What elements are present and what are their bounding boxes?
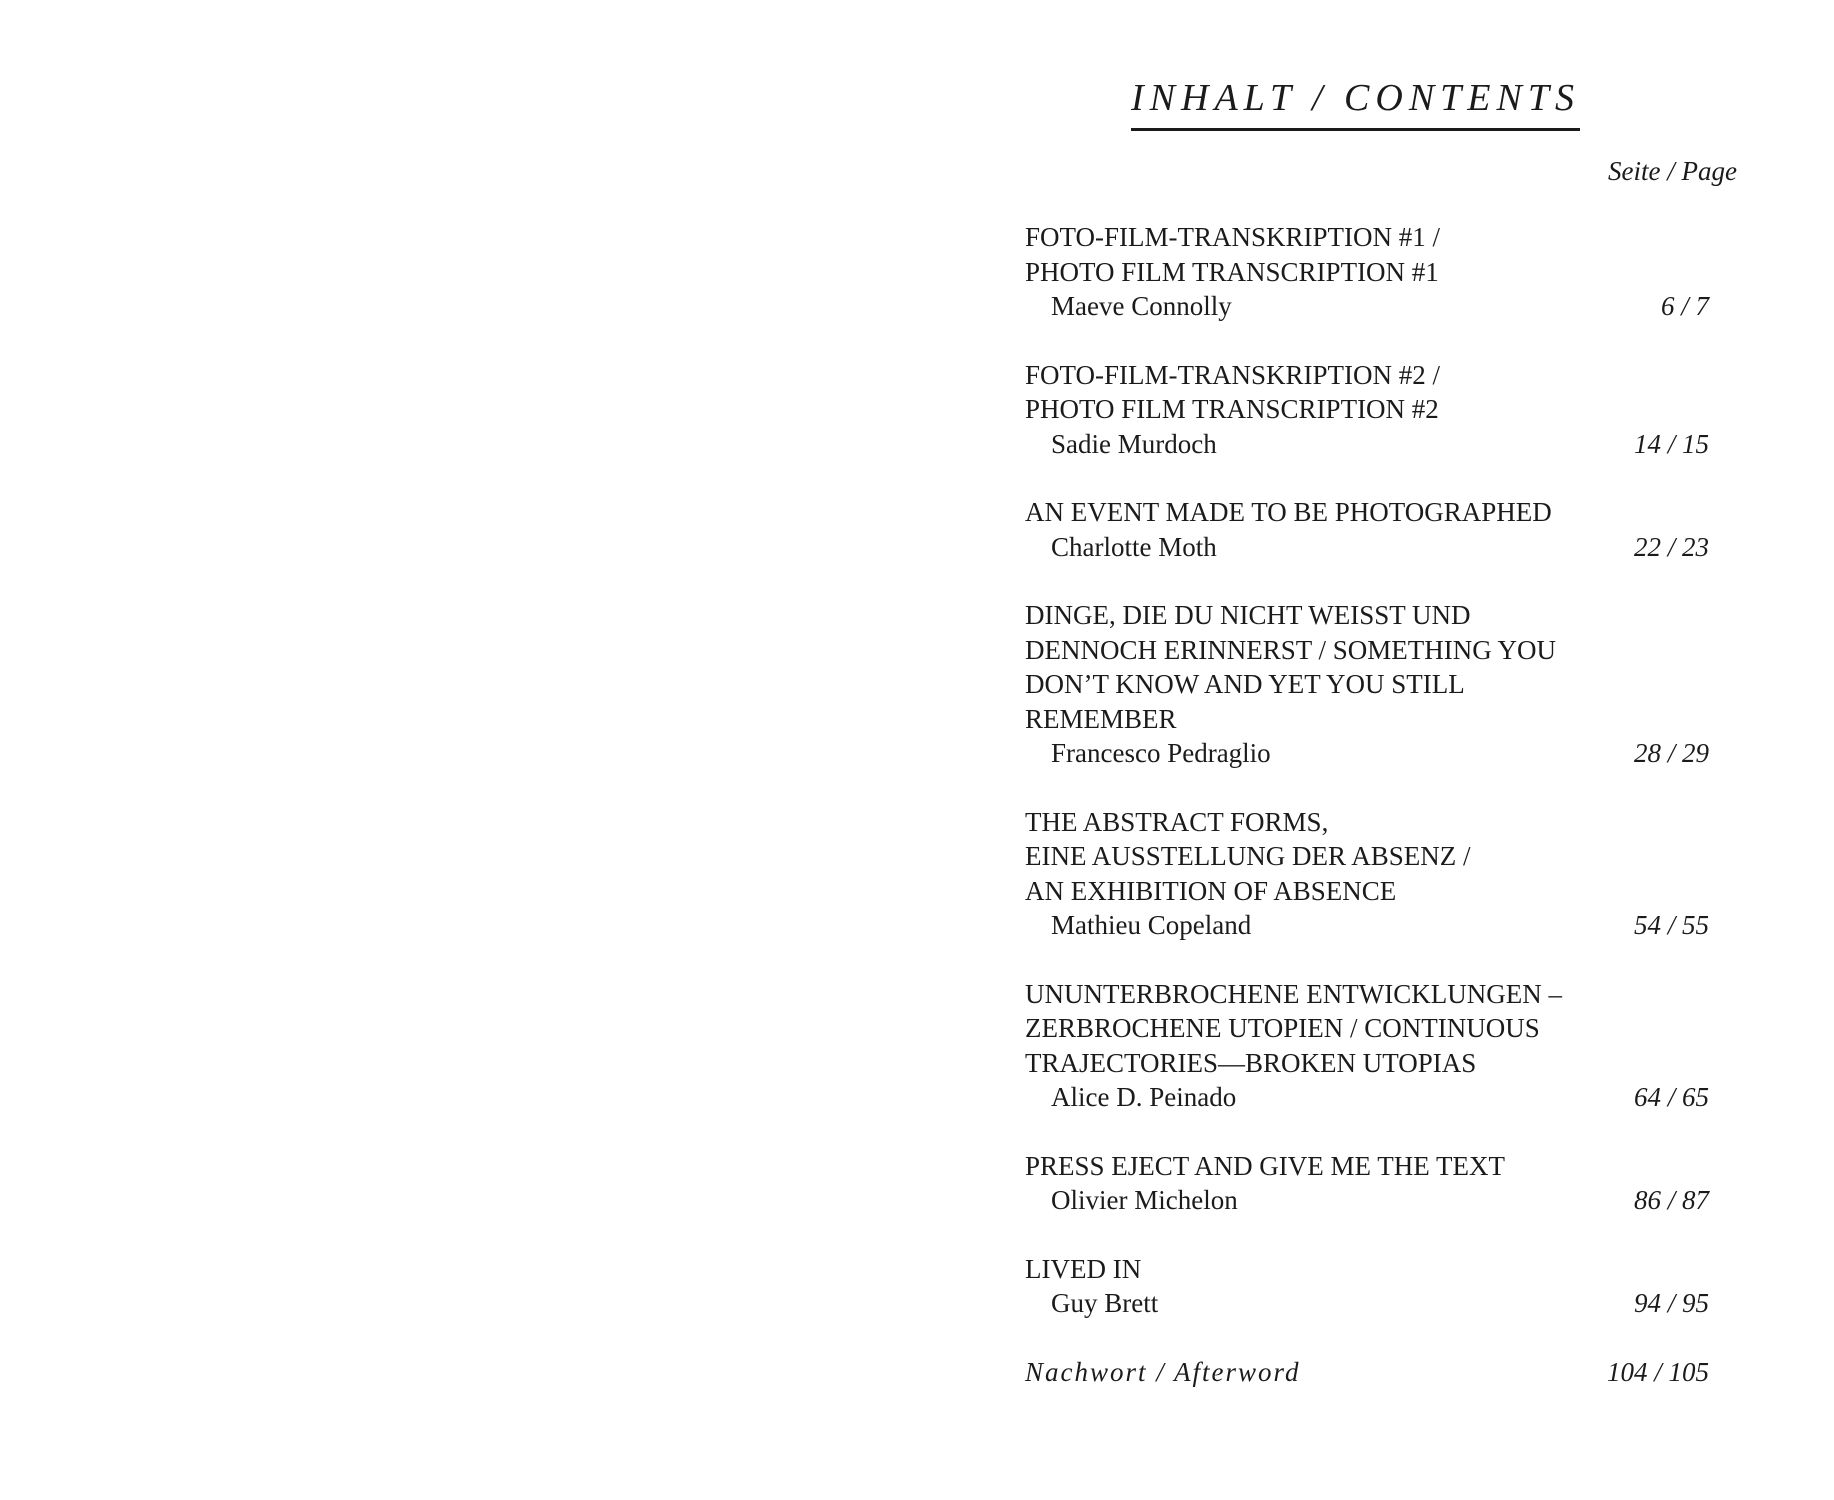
entry-title-line: PHOTO FILM TRANSCRIPTION #1	[1025, 256, 1439, 287]
entry-title-line: LIVED IN	[1025, 1253, 1142, 1284]
page-column-label: Seite / Page	[1608, 156, 1737, 186]
page-title: INHALT / CONTENTS	[1131, 72, 1580, 131]
toc-entry	[1025, 495, 1725, 564]
toc-entry	[1025, 220, 1725, 324]
entry-title-line: DENNOCH ERINNERST / SOMETHING YOU	[1025, 634, 1556, 665]
entry-pages: 14 / 15	[1633, 428, 1709, 459]
afterword-row	[1025, 1355, 1725, 1390]
entry-title-line: AN EVENT MADE TO BE PHOTOGRAPHED	[1025, 497, 1552, 527]
contents-page	[1025, 0, 1745, 1500]
entry-author: Charlotte Moth	[1051, 531, 1217, 562]
toc-entry	[1025, 805, 1725, 943]
entry-title-line: REMEMBER	[1025, 703, 1177, 734]
entry-byline	[1025, 289, 1725, 324]
toc-entry	[1025, 598, 1725, 771]
entry-author: Mathieu Copeland	[1051, 910, 1252, 940]
afterword-label: Nachwort / Afterword	[1025, 1356, 1301, 1387]
entry-author: Olivier Michelon	[1051, 1185, 1238, 1215]
entry-pages: 64 / 65	[1633, 1082, 1709, 1112]
entry-title-line: FOTO-FILM-TRANSKRIPTION #1 /	[1025, 222, 1441, 252]
entry-title-line: DINGE, DIE DU NICHT WEISST UND	[1025, 600, 1471, 630]
entry-pages: 94 / 95	[1633, 1288, 1709, 1318]
entry-title-line: UNUNTERBROCHENE ENTWICKLUNGEN –	[1025, 978, 1562, 1009]
entry-byline	[1025, 1286, 1725, 1321]
entry-byline	[1025, 1183, 1725, 1218]
entry-pages: 86 / 87	[1633, 1185, 1709, 1215]
entry-title-line: TRAJECTORIES—BROKEN UTOPIAS	[1025, 1047, 1477, 1078]
entry-title-line: AN EXHIBITION OF ABSENCE	[1025, 875, 1397, 906]
entry-title-line: EINE AUSSTELLUNG DER ABSENZ /	[1025, 841, 1471, 871]
entry-byline	[1025, 530, 1725, 565]
afterword-pages: 104 / 105	[1606, 1356, 1709, 1387]
entry-byline	[1025, 908, 1725, 943]
entry-pages: 54 / 55	[1633, 910, 1709, 940]
toc-entry	[1025, 358, 1725, 462]
entry-author: Francesco Pedraglio	[1051, 738, 1271, 768]
entry-title-line: THE ABSTRACT FORMS,	[1025, 806, 1329, 837]
toc-entries	[1025, 220, 1725, 1389]
entry-title-line: PHOTO FILM TRANSCRIPTION #2	[1025, 394, 1439, 424]
toc-entry	[1025, 977, 1725, 1115]
entry-title-line: FOTO-FILM-TRANSKRIPTION #2 /	[1025, 359, 1441, 390]
entry-pages: 6 / 7	[1660, 291, 1709, 321]
entry-author: Maeve Connolly	[1051, 291, 1232, 321]
entry-author: Sadie Murdoch	[1051, 428, 1217, 459]
entry-author: Guy Brett	[1051, 1288, 1159, 1318]
entry-pages: 28 / 29	[1633, 738, 1709, 768]
entry-title-line: ZERBROCHENE UTOPIEN / CONTINUOUS	[1025, 1013, 1540, 1043]
entry-byline	[1025, 427, 1725, 462]
entry-author: Alice D. Peinado	[1051, 1082, 1237, 1112]
entry-title-line: PRESS EJECT AND GIVE ME THE TEXT	[1025, 1150, 1506, 1181]
toc-entry	[1025, 1252, 1725, 1321]
entry-byline	[1025, 1080, 1725, 1115]
entry-pages: 22 / 23	[1633, 531, 1709, 562]
toc-entry	[1025, 1149, 1725, 1218]
entry-byline	[1025, 736, 1725, 771]
entry-title-line: DON’T KNOW AND YET YOU STILL	[1025, 669, 1465, 699]
